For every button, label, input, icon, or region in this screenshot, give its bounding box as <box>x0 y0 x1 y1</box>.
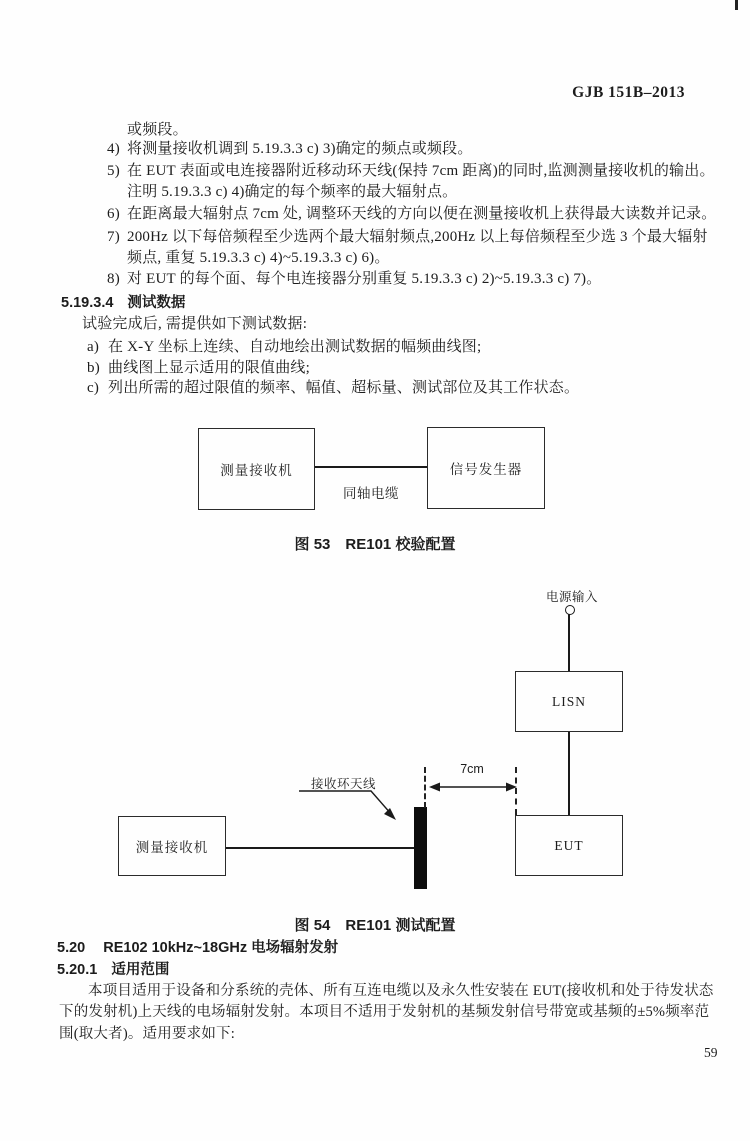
section-number: 5.20.1 <box>57 962 98 978</box>
section-title: 适用范围 <box>111 962 170 978</box>
fig54-power-input-label: 电源输入 <box>546 590 599 604</box>
fig53-caption <box>0 533 750 554</box>
fig54-receiver-to-antenna-line <box>226 847 415 849</box>
scan-artifact <box>735 0 738 10</box>
fig54-dimension-arrow-icon <box>428 780 518 794</box>
fig54-distance-label: 7cm <box>460 762 484 776</box>
list-item-a <box>87 339 481 356</box>
document-number-header: GJB 151B–2013 <box>572 84 685 101</box>
section-number: 5.19.3.4 <box>61 295 114 311</box>
fig53-signal-generator-label: 信号发生器 <box>449 462 523 477</box>
fig54-lisn-to-eut-line <box>568 732 570 816</box>
list-item-8 <box>107 271 601 288</box>
fig54-caption-number: 图 54 <box>294 917 331 934</box>
list-item-4 <box>107 141 473 158</box>
scope-paragraph-line-2: 下的发射机)上天线的电场辐射发射。本项目不适用于发射机的基频发射信号带宽或基频的±5%频率范 <box>59 1004 710 1020</box>
fig54-caption-title: RE101 测试配置 <box>345 917 456 934</box>
scope-paragraph-line-3: 围(取大者)。适用要求如下: <box>59 1026 235 1042</box>
section-title: RE102 10kHz~18GHz 电场辐射发射 <box>103 940 339 956</box>
list-item-7 <box>107 229 708 246</box>
fig53-caption-number: 图 53 <box>294 536 331 553</box>
list-item-text: 列出所需的超过限值的频率、幅值、超标量、测试部位及其工作状态。 <box>108 380 580 396</box>
list-item-text: 在距离最大辐射点 7cm 处, 调整环天线的方向以便在测量接收机上获得最大读数并记录。 <box>127 206 717 222</box>
list-item-text: 200Hz 以下每倍频程至少选两个最大辐射频点,200Hz 以上每倍频程至少选 3 个最大辐射 <box>127 229 708 245</box>
list-item-6 <box>107 206 716 223</box>
list-item-letter: c) <box>87 380 100 396</box>
list-item-c <box>87 380 579 397</box>
scope-paragraph-line-1: 本项目适用于设备和分系统的壳体、所有互连电缆以及永久性安装在 EUT(接收机和处于待发状态 <box>88 983 714 999</box>
list-item-number: 4) <box>107 141 120 157</box>
fig54-loop-antenna-bar <box>414 807 427 889</box>
section-heading-5-19-3-4 <box>61 295 185 312</box>
list-item-text: 将测量接收机调到 5.19.3.3 c) 3)确定的频点或频段。 <box>127 141 473 157</box>
list-item-5 <box>107 163 715 180</box>
list-item-number: 8) <box>107 271 120 287</box>
fig54-power-terminal-icon <box>565 605 575 615</box>
fig53-coax-cable-label: 同轴电缆 <box>343 486 399 501</box>
section-number: 5.20 <box>57 940 86 956</box>
list-item-text: 在 EUT 表面或电连接器附近移动环天线(保持 7cm 距离)的同时,监测测量接收机的输出。 <box>127 163 715 179</box>
fig54-antenna-pointer-arrow-icon <box>295 786 407 828</box>
fig54-antenna-label: 接收环天线 <box>311 777 377 791</box>
fig54-measurement-receiver-label: 测量接收机 <box>135 840 209 855</box>
list-item-text: 在 X-Y 坐标上连续、自动地绘出测试数据的幅频曲线图; <box>108 339 482 355</box>
fig54-eut-box <box>515 815 623 876</box>
section-heading-5-20 <box>57 940 338 957</box>
list-item-number: 5) <box>107 163 120 179</box>
list-item-text: 曲线图上显示适用的限值曲线; <box>108 360 310 376</box>
list-item-text: 对 EUT 的每个面、每个电连接器分别重复 5.19.3.3 c) 2)~5.19.3.3 c) 7)。 <box>127 271 602 287</box>
fig54-lisn-label: LISN <box>552 693 586 709</box>
fig53-measurement-receiver-box <box>198 428 315 510</box>
section-title: 测试数据 <box>127 295 186 311</box>
fig53-measurement-receiver-label: 测量接收机 <box>220 463 293 478</box>
fig54-measurement-receiver-box <box>118 816 226 876</box>
list-item-number: 7) <box>107 229 120 245</box>
fig53-caption-title: RE101 校验配置 <box>345 536 456 553</box>
list-item-7-continuation: 频点, 重复 5.19.3.3 c) 4)~5.19.3.3 c) 6)。 <box>127 250 390 266</box>
list-continuation-line: 或频段。 <box>127 122 188 138</box>
fig53-coax-cable-line <box>315 466 427 468</box>
fig54-lisn-box <box>515 671 623 732</box>
list-item-letter: a) <box>87 339 100 355</box>
page-number: 59 <box>704 1045 718 1060</box>
list-item-5-continuation: 注明 5.19.3.3 c) 4)确定的每个频率的最大辐射点。 <box>127 184 458 200</box>
test-data-intro: 试验完成后, 需提供如下测试数据: <box>82 316 308 332</box>
fig54-power-to-lisn-line <box>568 614 570 672</box>
fig53-signal-generator-box <box>427 427 545 509</box>
list-item-letter: b) <box>87 360 100 376</box>
fig54-eut-label: EUT <box>554 837 584 853</box>
fig54-dimension-dashed-line-left <box>424 767 426 808</box>
list-item-number: 6) <box>107 206 120 222</box>
section-heading-5-20-1 <box>57 962 169 979</box>
fig54-caption <box>0 914 750 935</box>
list-item-b <box>87 360 310 377</box>
